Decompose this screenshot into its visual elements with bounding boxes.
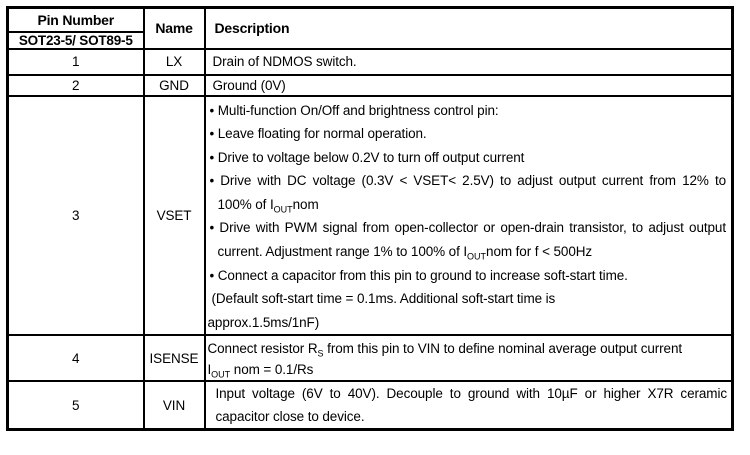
description-line: current. Adjustment range 1% to 100% of $I_{OUT}nom$ for f < 500Hz [217,244,593,262]
description-line: • Drive to voltage below 0.2V to turn off output current [209,149,525,165]
header-name: Name [144,8,205,49]
description-line: Drain of NDMOS switch. [212,54,357,69]
pin-number-cell: 3 [8,96,144,336]
description-line: approx.1.5ms/1nF) [207,314,320,330]
pin-number-cell: 1 [8,49,144,75]
pin-description-cell [205,96,733,336]
description-line: Input voltage (6V to 40V). Decouple to ground with 10µF or higher X7R ceramic [215,386,727,402]
table-row-pin-1 [8,49,733,75]
description-line: capacitor close to device. [215,409,365,425]
pin-name-cell: ISENSE [144,335,205,381]
pin-description-cell [205,49,733,75]
header-package-variants: SOT23-5/ SOT89-5 [8,32,144,49]
description-line: $I_{OUT}$ nom = 0.1/Rs [207,362,314,381]
pin-number-cell: 5 [8,381,144,430]
pin-description-cell [205,75,733,96]
table-row-pin-4 [8,335,733,381]
header-description: Description [205,8,733,49]
description-line: • Multi-function On/Off and brightness control pin: [209,102,499,118]
table-row-pin-5 [8,381,733,430]
header-pin-number: Pin Number [8,8,144,32]
description-line: 100% of $I_{OUT}nom$ [217,196,319,215]
description-line: • Drive with DC voltage (0.3V < VSET< 2.5V) to adjust output current from 12% to [209,173,726,189]
pin-description-cell [205,335,733,381]
pin-description-table [6,6,734,431]
description-line: (Default soft-start time = 0.1ms. Additional soft-start time is [211,291,556,307]
pin-name-cell: LX [144,49,205,75]
description-line: Ground (0V) [212,77,286,93]
table-row-pin-3 [8,96,733,336]
description-line: Connect resistor $R_S$ from this pin to VIN to define nominal average output current [207,341,683,360]
pin-name-cell: VSET [144,96,205,336]
pin-description-cell [205,381,733,430]
pin-number-cell: 2 [8,75,144,96]
description-line: • Leave floating for normal operation. [209,126,427,142]
pin-number-cell: 4 [8,335,144,381]
table-row-pin-2 [8,75,733,96]
pin-name-cell: VIN [144,381,205,430]
description-line: • Connect a capacitor from this pin to ground to increase soft-start time. [209,267,628,283]
description-line: • Drive with PWM signal from open-collector or open-drain transistor, to adjust output [209,220,726,236]
pin-name-cell: GND [144,75,205,96]
